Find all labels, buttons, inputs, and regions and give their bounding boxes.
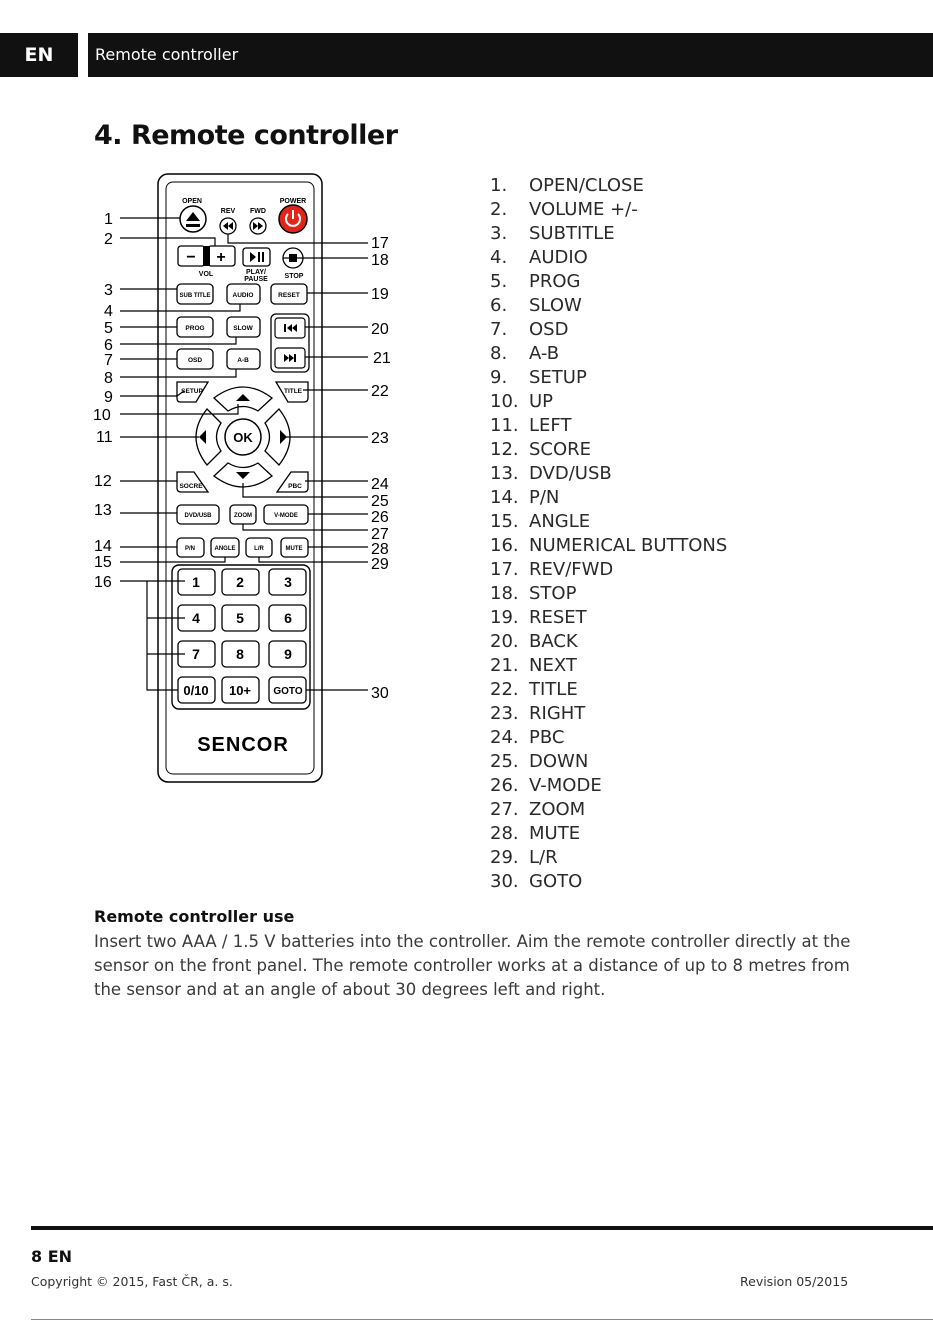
legend-item <box>490 390 727 414</box>
revision: Revision 05/2015 <box>740 1274 849 1289</box>
legend-label: OSD <box>529 319 569 340</box>
play-pause-label-1: PLAY/ <box>246 269 266 276</box>
legend-label: PBC <box>529 727 565 748</box>
c26-label: 26 <box>371 509 389 526</box>
c18-label: 18 <box>371 252 389 269</box>
legend-label: L/R <box>529 847 558 868</box>
legend-label: SUBTITLE <box>529 223 615 244</box>
legend-number: 9. <box>490 367 508 388</box>
legend-number: 20. <box>490 631 519 652</box>
n010-label: 0/10 <box>183 683 209 698</box>
legend-label: AUDIO <box>529 247 588 268</box>
legend-number: 28. <box>490 823 519 844</box>
legend-item <box>490 294 727 318</box>
language-badge: EN <box>0 33 78 77</box>
legend-label: V-MODE <box>529 775 602 796</box>
legend-label: OPEN/CLOSE <box>529 175 644 196</box>
legend-label: MUTE <box>529 823 581 844</box>
legend-number: 1. <box>490 175 508 196</box>
remote-controller-diagram <box>88 165 408 815</box>
play-pause-label-2: PAUSE <box>244 276 268 283</box>
n2-label: 2 <box>236 574 244 590</box>
header-title: Remote controller <box>95 45 239 64</box>
legend-item <box>490 654 727 678</box>
c17-label: 17 <box>371 235 389 252</box>
c22-label: 22 <box>371 383 389 400</box>
open-label: OPEN <box>182 198 202 205</box>
legend-item <box>490 270 727 294</box>
title-label: TITLE <box>283 388 303 395</box>
legend-number: 15. <box>490 511 519 532</box>
copyright: Copyright © 2015, Fast ČR, a. s. <box>31 1274 233 1289</box>
audio-label: AUDIO <box>232 292 254 299</box>
setup-label: SETUP <box>181 388 203 395</box>
c23-label: 23 <box>371 430 389 447</box>
power-label: POWER <box>279 198 307 205</box>
legend-item <box>490 774 727 798</box>
pbc-label: PBC <box>288 483 302 490</box>
legend-label: NUMERICAL BUTTONS <box>529 535 728 556</box>
legend-number: 16. <box>490 535 519 556</box>
lr-label: L/R <box>254 546 264 552</box>
c6-label: 6 <box>104 337 113 354</box>
legend-item <box>490 534 727 558</box>
legend-number: 7. <box>490 319 508 340</box>
legend-number: 12. <box>490 439 519 460</box>
legend-number: 17. <box>490 559 519 580</box>
legend-item <box>490 318 727 342</box>
reset-label: RESET <box>278 292 300 299</box>
subtitle-label: SUB TITLE <box>179 293 211 299</box>
c4-label: 4 <box>104 303 113 320</box>
legend-item <box>490 750 727 774</box>
legend-label: P/N <box>529 487 560 508</box>
n6-label: 6 <box>284 610 292 626</box>
ab-label: A-B <box>237 357 249 364</box>
vol-label: VOL <box>198 271 214 278</box>
c27-label: 27 <box>371 526 389 543</box>
legend-number: 27. <box>490 799 519 820</box>
n3-label: 3 <box>284 574 292 590</box>
prog-label: PROG <box>185 325 205 332</box>
c9-label: 9 <box>104 389 113 406</box>
legend-label: REV/FWD <box>529 559 614 580</box>
c28-label: 28 <box>371 541 389 558</box>
legend-label: ZOOM <box>529 799 586 820</box>
usage-paragraph: Insert two AAA / 1.5 V batteries into the controller. Aim the remote controller directly at the sensor on the front panel. The remote controller works at a distance of up to 8 metres from the sensor and at an angle of about 30 degrees left and right. <box>94 932 851 999</box>
footer-rule <box>31 1226 933 1230</box>
c8-label: 8 <box>104 370 113 387</box>
c5-label: 5 <box>104 320 113 337</box>
c15-label: 15 <box>94 554 112 571</box>
legend-number: 29. <box>490 847 519 868</box>
legend-item <box>490 870 727 894</box>
n4-label: 4 <box>192 610 200 626</box>
n5-label: 5 <box>236 610 244 626</box>
legend-item <box>490 222 727 246</box>
legend-number: 13. <box>490 463 519 484</box>
ok-label: OK <box>233 430 253 445</box>
mute-label: MUTE <box>285 546 303 552</box>
volume-up-icon: + <box>216 249 226 266</box>
pn-label: P/N <box>184 546 196 552</box>
n9-label: 9 <box>284 646 292 662</box>
legend-number: 30. <box>490 871 519 892</box>
legend-number: 2. <box>490 199 508 220</box>
legend-item <box>490 846 727 870</box>
sencor-logo: SENCOR <box>197 734 289 756</box>
legend-number: 24. <box>490 727 519 748</box>
n7-label: 7 <box>192 646 200 662</box>
c29-label: 29 <box>371 556 389 573</box>
legend-label: BACK <box>529 631 578 652</box>
legend-item <box>490 678 727 702</box>
legend-label: SCORE <box>529 439 592 460</box>
c25-label: 25 <box>371 493 389 510</box>
legend-label: A-B <box>529 343 560 364</box>
c10-label: 10 <box>93 407 111 424</box>
legend-item <box>490 414 727 438</box>
legend-label: LEFT <box>529 415 572 436</box>
legend-number: 10. <box>490 391 519 412</box>
legend-item <box>490 462 727 486</box>
legend-number: 5. <box>490 271 508 292</box>
legend-label: UP <box>529 391 554 412</box>
fwd-label: FWD <box>250 208 266 215</box>
legend-number: 4. <box>490 247 508 268</box>
legend-item <box>490 702 727 726</box>
legend-label: SLOW <box>529 295 582 316</box>
rev-label: REV <box>220 208 236 215</box>
c7-label: 7 <box>104 352 113 369</box>
goto-label: GOTO <box>273 686 303 697</box>
legend-label: RIGHT <box>529 703 586 724</box>
legend-item <box>490 822 727 846</box>
legend-item <box>490 366 727 390</box>
play-pause-button <box>243 248 270 266</box>
legend-number: 23. <box>490 703 519 724</box>
legend-item <box>490 342 727 366</box>
dvdusb-label: DVD/USB <box>184 513 212 519</box>
legend-item <box>490 510 727 534</box>
legend-number: 25. <box>490 751 519 772</box>
legend-label: DOWN <box>529 751 589 772</box>
c16-label: 16 <box>94 574 112 591</box>
n8-label: 8 <box>236 646 244 662</box>
c11-label: 11 <box>96 429 113 446</box>
legend-number: 21. <box>490 655 519 676</box>
legend-label: ANGLE <box>529 511 591 532</box>
legend-number: 19. <box>490 607 519 628</box>
header-separator <box>78 33 88 77</box>
legend-item <box>490 438 727 462</box>
legend-number: 26. <box>490 775 519 796</box>
legend-label: GOTO <box>529 871 583 892</box>
legend-item <box>490 630 727 654</box>
legend-label: PROG <box>529 271 581 292</box>
legend-label: NEXT <box>529 655 577 676</box>
c12-label: 12 <box>94 473 112 490</box>
c1-label: 1 <box>104 211 113 228</box>
c20-label: 20 <box>371 321 389 338</box>
legend-item <box>490 606 727 630</box>
page-title: 4. Remote controller <box>94 120 398 151</box>
legend-number: 3. <box>490 223 508 244</box>
legend-label: VOLUME +/- <box>529 199 638 220</box>
legend-label: STOP <box>529 583 577 604</box>
usage-heading: Remote controller use <box>94 907 295 926</box>
c19-label: 19 <box>371 286 389 303</box>
page-number: 8 EN <box>31 1247 73 1266</box>
stop-label: STOP <box>284 273 304 280</box>
slow-label: SLOW <box>233 325 253 332</box>
angle-label: ANGLE <box>214 546 236 552</box>
legend-number: 22. <box>490 679 519 700</box>
bottom-rule <box>31 1319 933 1320</box>
legend-label: SETUP <box>529 367 587 388</box>
legend-label: TITLE <box>529 679 578 700</box>
legend-item <box>490 582 727 606</box>
vmode-label: V-MODE <box>274 513 298 519</box>
legend-item <box>490 198 727 222</box>
legend-number: 14. <box>490 487 519 508</box>
c21-label: 21 <box>373 350 391 367</box>
c30-label: 30 <box>371 685 389 702</box>
osd-label: OSD <box>187 357 203 364</box>
volume-down-icon: − <box>186 249 196 266</box>
c13-label: 13 <box>94 502 112 519</box>
legend-number: 8. <box>490 343 508 364</box>
n1-label: 1 <box>192 574 200 590</box>
c14-label: 14 <box>94 538 112 555</box>
c2-label: 2 <box>104 231 113 248</box>
legend-label: RESET <box>529 607 587 628</box>
legend-label: DVD/USB <box>529 463 612 484</box>
legend-item <box>490 558 727 582</box>
zoom-label: ZOOM <box>234 513 252 519</box>
legend-item <box>490 486 727 510</box>
n10p-label: 10+ <box>228 683 252 698</box>
c24-label: 24 <box>371 476 389 493</box>
header-bar <box>0 33 933 77</box>
socre-label: SOCRE <box>179 483 203 490</box>
legend-number: 11. <box>490 415 519 436</box>
legend-item <box>490 174 727 198</box>
button-legend-list <box>490 174 727 894</box>
legend-item <box>490 798 727 822</box>
legend-item <box>490 246 727 270</box>
legend-number: 18. <box>490 583 519 604</box>
c3-label: 3 <box>104 282 113 299</box>
legend-item <box>490 726 727 750</box>
legend-number: 6. <box>490 295 508 316</box>
